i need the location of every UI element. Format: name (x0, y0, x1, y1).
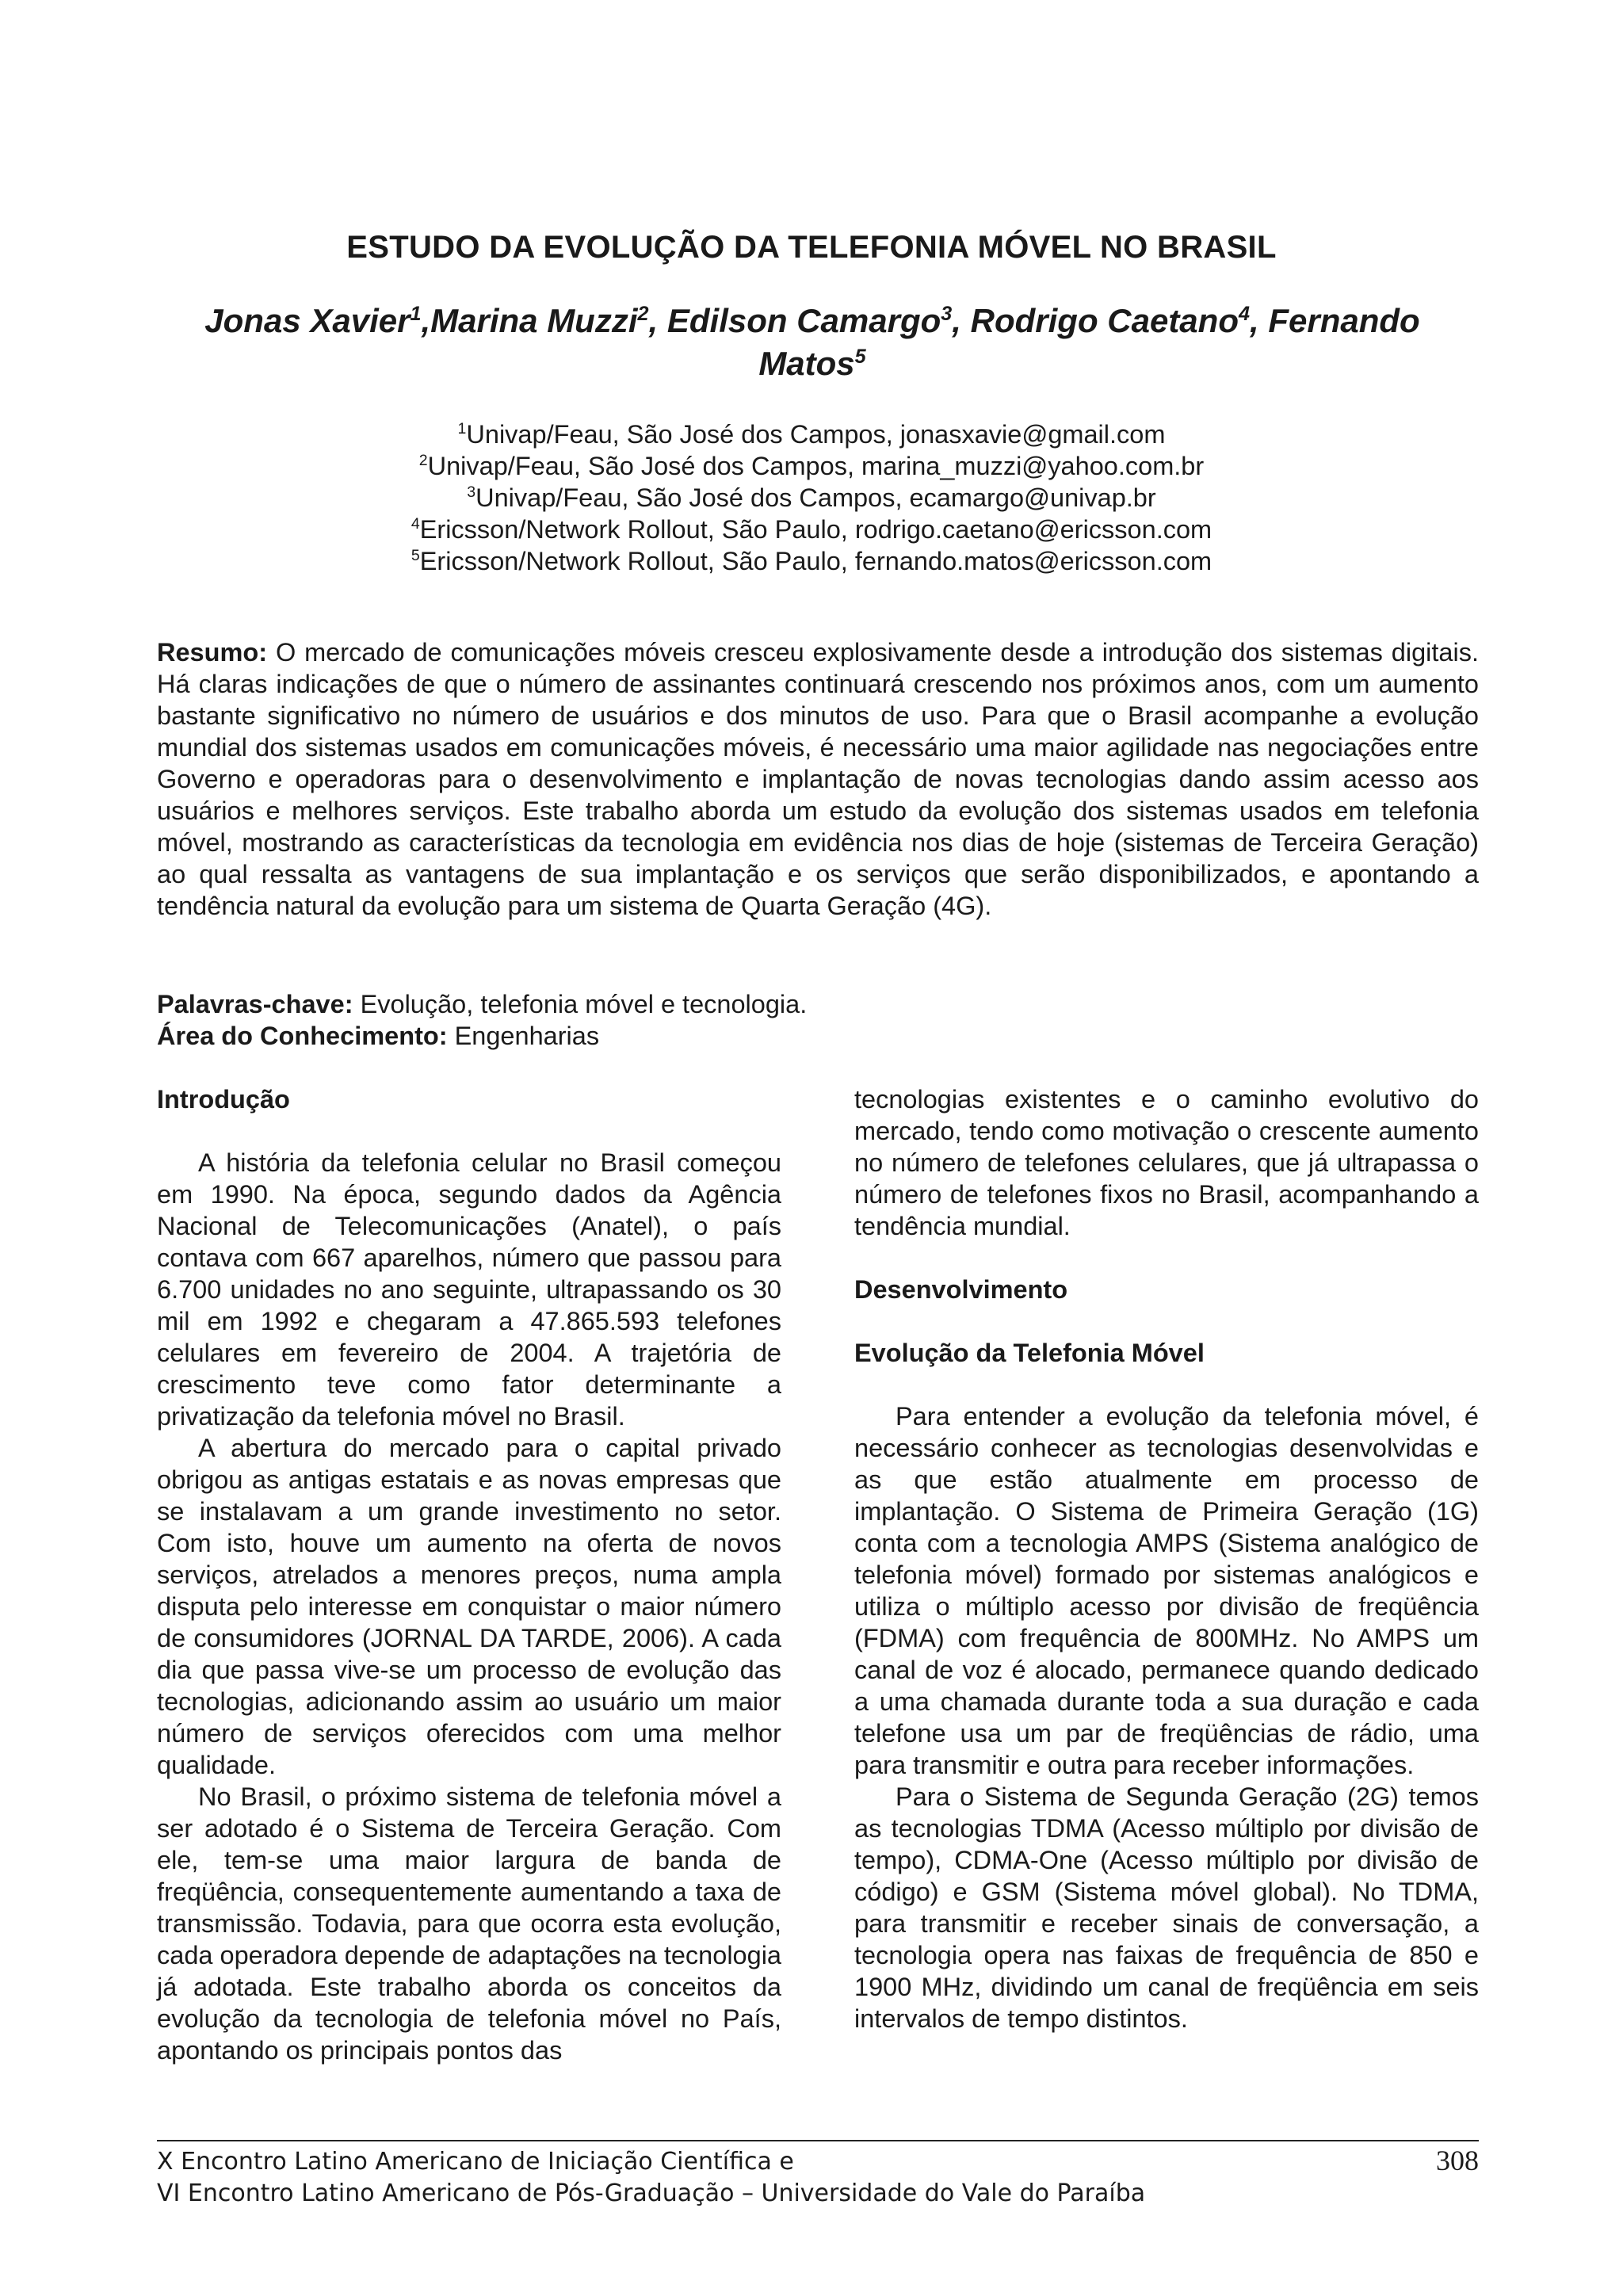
author-name: Jonas Xavier (204, 302, 411, 339)
right-column (854, 1083, 1479, 2034)
subsection-heading-evolucao: Evolução da Telefonia Móvel (854, 1339, 1205, 1367)
author-name: Fernando Matos (758, 302, 1420, 382)
body-paragraph: A história da telefonia celular no Brasil começou em 1990. Na época, segundo dados da Agência Nacional de Telecomunicações (Anatel), o país contava com 667 aparelhos, número que passou para 6.700 unidades no ano seguinte, ultrapassando os 30 mil em 1992 e chegaram a 47.865.593 telefones celulares em fevereiro de 2004. A trajetória de crescimento teve como fator determinante a privatização da telefonia móvel no Brasil. (157, 1148, 781, 1431)
affiliation-line (0, 514, 1623, 545)
affiliation-line (0, 418, 1623, 450)
affiliation-text: Ericsson/Network Rollout, São Paulo, rodrigo.caetano@ericsson.com (419, 515, 1212, 544)
affiliation-text: Univap/Feau, São José dos Campos, marina_muzzi@yahoo.com.br (427, 452, 1205, 480)
affiliation-sup: 4 (411, 515, 420, 533)
area-line (157, 1020, 1479, 1052)
footer-line-2: VI Encontro Latino Americano de Pós-Graduação – Universidade do Vale do Paraíba (157, 2179, 1146, 2207)
affiliation-text: Univap/Feau, São José dos Campos, ecamargo@univap.br (475, 483, 1156, 512)
keywords-block (157, 988, 1479, 1052)
abstract (157, 636, 1479, 922)
footer-line-1: X Encontro Latino Americano de Iniciação Científica e (157, 2148, 794, 2176)
author-name: Rodrigo Caetano (970, 302, 1239, 339)
abstract-label: Resumo: (157, 638, 268, 667)
body-paragraph: Para o Sistema de Segunda Geração (2G) temos as tecnologias TDMA (Acesso múltiplo por divisão de tempo), CDMA-One (Acesso múltiplo por divisão de código) e GSM (Sistema móvel global). No TDMA, para transmitir e receber sinais de conversação, a tecnologia opera nas faixas de frequência de 850 e 1900 MHz, dividindo um canal de freqüência em seis intervalos de tempo distintos. (854, 1782, 1479, 2033)
author-name: Marina Muzzi (430, 302, 638, 339)
footer (157, 2146, 1479, 2210)
affiliation-sup: 2 (418, 452, 428, 470)
abstract-text: O mercado de comunicações móveis cresceu explosivamente desde a introdução dos sistemas digitais. Há claras indicações de que o número de assinantes continuará crescendo nos próximos anos, com um aumento bastante significativo no número de usuários e dos minutos de uso. Para que o Brasil acompanhe a evolução mundial dos sistemas usados em comunicações móveis, é necessário uma maior agilidade nas negociações entre Governo e operadoras para o desenvolvimento e implantação de novas tecnologias dando assim acesso aos usuários e melhores serviços. Este trabalho aborda um estudo da evolução dos sistemas usados em telefonia móvel, mostrando as características da tecnologia em evidência nos dias de hoje (sistemas de Terceira Geração) ao qual ressalta as vantagens de sua implantação e os serviços que serão disponibilizados, e apontando a tendência natural da evolução para um sistema de Quarta Geração (4G). (157, 638, 1479, 920)
body-paragraph: Para entender a evolução da telefonia móvel, é necessário conhecer as tecnologias desenvolvidas e as que estão atualmente em processo de implantação. O Sistema de Primeira Geração (1G) conta com a tecnologia AMPS (Sistema analógico de telefonia móvel) formado por sistemas analógicos e utiliza o múltiplo acesso por divisão de freqüência (FDMA) com frequência de 800MHz. No AMPS um canal de voz é alocado, permanece quando dedicado a uma chamada durante toda a sua duração e cada telefone usa um par de freqüências de rádio, uma para transmitir e outra para receber informações. (854, 1402, 1479, 1779)
left-column (157, 1083, 781, 2066)
keywords-label: Palavras-chave: (157, 990, 353, 1018)
footer-divider (157, 2140, 1479, 2141)
keywords-text: Evolução, telefonia móvel e tecnologia. (360, 990, 808, 1018)
author-list (182, 300, 1442, 385)
area-text: Engenharias (454, 1022, 600, 1050)
author-separator: , (648, 302, 667, 339)
author-sup: 1 (410, 303, 422, 325)
section-heading-introducao: Introdução (157, 1085, 290, 1114)
author-separator: , (952, 302, 971, 339)
paper-title: ESTUDO DA EVOLUÇÃO DA TELEFONIA MÓVEL NO BRASIL (346, 230, 1277, 265)
affiliation-sup: 3 (467, 483, 476, 502)
author-separator: , (421, 302, 431, 339)
affiliation-sup: 5 (411, 547, 420, 565)
body-paragraph: A abertura do mercado para o capital privado obrigou as antigas estatais e as novas empresas que se instalavam a um grande investimento no setor. Com isto, houve um aumento na oferta de novos serviços, atrelados a menores preços, numa ampla disputa pelo interesse em conquistar o maior número de consumidores (JORNAL DA TARDE, 2006). A cada dia que passa vive-se um processo de evolução das tecnologias, adicionando assim ao usuário um maior número de serviços oferecidos com uma melhor qualidade. (157, 1434, 781, 1779)
page-number: 308 (1436, 2145, 1479, 2176)
affiliation-line (0, 482, 1623, 514)
author-sup: 2 (637, 303, 649, 325)
body-paragraph: No Brasil, o próximo sistema de telefonia móvel a ser adotado é o Sistema de Terceira Geração. Com ele, tem-se uma maior largura de banda de freqüência, consequentemente aumentando a taxa de transmissão. Todavia, para que ocorra esta evolução, cada operadora depende de adaptações na tecnologia já adotada. Este trabalho aborda os conceitos da evolução da tecnologia de telefonia móvel no País, apontando os principais pontos das (157, 1782, 781, 2065)
section-heading-desenvolvimento: Desenvolvimento (854, 1275, 1068, 1304)
affiliation-text: Ericsson/Network Rollout, São Paulo, fernando.matos@ericsson.com (419, 547, 1212, 575)
affiliation-sup: 1 (457, 420, 467, 438)
affiliations (0, 418, 1623, 577)
affiliation-line (0, 545, 1623, 577)
area-label: Área do Conhecimento: (157, 1022, 448, 1050)
body-paragraph-continued: tecnologias existentes e o caminho evolutivo do mercado, tendo como motivação o crescente aumento no número de telefones celulares, que já ultrapassa o número de telefones fixos no Brasil, acompanhando a tendência mundial. (854, 1085, 1479, 1240)
author-sup: 3 (941, 303, 953, 325)
keywords-line (157, 988, 1479, 1020)
author-separator: , (1250, 302, 1269, 339)
author-sup: 4 (1238, 303, 1250, 325)
affiliation-text: Univap/Feau, São José dos Campos, jonasxavie@gmail.com (466, 420, 1166, 449)
author-sup: 5 (854, 346, 866, 368)
author-name: Edilson Camargo (666, 302, 941, 339)
affiliation-line (0, 450, 1623, 482)
